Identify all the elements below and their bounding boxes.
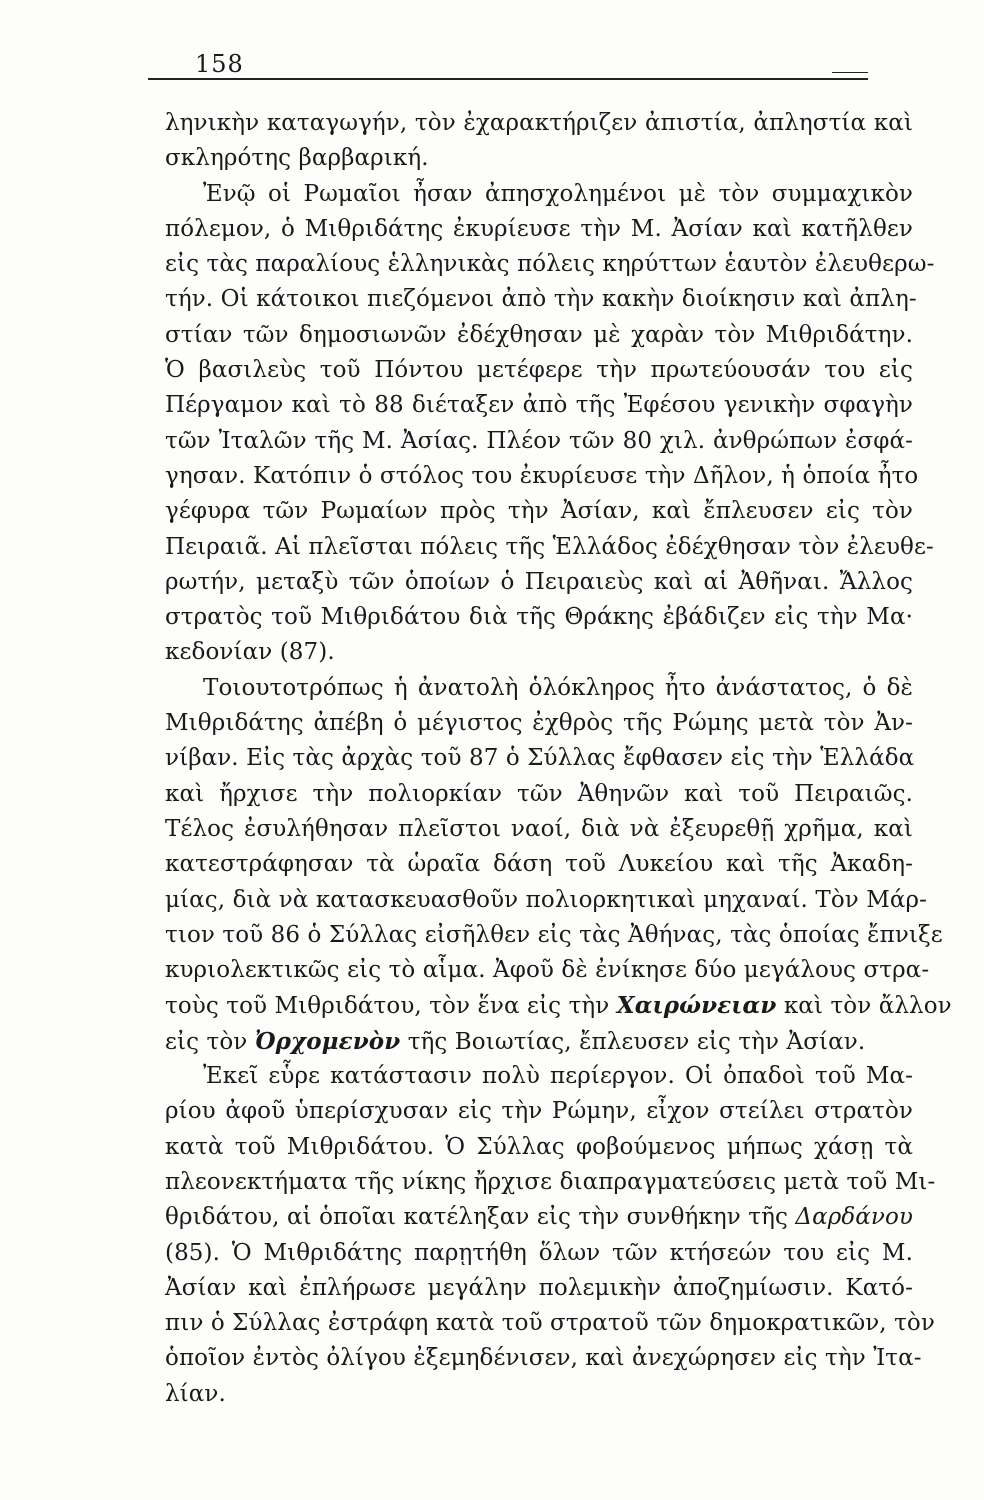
line-text: πλεονεκτήματα τῆς νίκης ἤρχισε διαπραγματεύσεις μετὰ τοῦ Μι-: [165, 1168, 936, 1195]
line-text: ρωτήν, μεταξὺ τῶν ὁποίων ὁ Πειραιεὺς καὶ αἱ Ἀθῆναι. Ἄλλος: [165, 568, 913, 595]
emphasized-place-name: Ὀρχομενὸν: [254, 1027, 401, 1055]
line-text: εἰς τὸν: [165, 1028, 248, 1055]
text-line: [165, 953, 930, 988]
text-line: [165, 388, 913, 423]
text-line: [165, 282, 917, 317]
text-line: [165, 812, 913, 847]
header-rule-accent: [832, 72, 868, 73]
line-text: Πειραιᾶ. Αἱ πλεῖσται πόλεις τῆς Ἑλλάδος ἐδέχθησαν τὸν ἐλευθε-: [165, 533, 934, 560]
line-text: σκληρότης βαρβαρική.: [165, 145, 429, 172]
line-text: Τοιουτοτρόπως ἡ ἀνατολὴ ὁλόκληρος ἦτο ἀνάστατος, ὁ δὲ: [203, 674, 913, 701]
text-line: [165, 600, 913, 635]
line-text: τοὺς τοῦ Μιθριδάτου, τὸν ἕνα εἰς τὴν: [165, 993, 610, 1020]
text-line: [165, 106, 913, 141]
text-line: [165, 530, 934, 565]
text-line: [165, 247, 935, 282]
text-line: [165, 1341, 922, 1376]
line-text: πόλεμον, ὁ Μιθριδάτης ἐκυρίευσε τὴν Μ. Ἀσίαν καὶ κατῆλθεν: [165, 215, 913, 242]
text-line: [165, 318, 913, 353]
text-line: [165, 1094, 913, 1129]
line-text: μίας, διὰ νὰ κατασκευασθοῦν πολιορκητικαὶ μηχαναί. Τὸν Μάρ-: [165, 886, 928, 913]
line-tail-text: καὶ τὸν ἄλλον: [783, 993, 952, 1020]
line-text: Ἐνῷ οἱ Ρωμαῖοι ἦσαν ἀπησχολημένοι μὲ τὸν συμμαχικὸν: [203, 180, 913, 207]
text-line: [165, 918, 943, 953]
line-text: καὶ ἤρχισε τὴν πολιορκίαν τῶν Ἀθηνῶν καὶ τοῦ Πειραιῶς.: [165, 780, 913, 807]
text-line: [165, 494, 913, 529]
italic-place-name: Δαρδάνου: [795, 1204, 914, 1231]
line-text: γέφυρα τῶν Ρωμαίων πρὸς τὴν Ἀσίαν, καὶ ἔπλευσεν εἰς τὸν: [165, 498, 913, 525]
text-line: [165, 671, 913, 706]
text-line: [165, 635, 913, 670]
line-text: κυριολεκτικῶς εἰς τὸ αἷμα. Ἀφοῦ δὲ ἐνίκησε δύο μεγάλους στρα-: [165, 957, 930, 984]
text-line: [165, 565, 913, 600]
line-text: ὁποῖον ἐντὸς ὀλίγου ἐξεμηδένισεν, καὶ ἀνεχώρησεν εἰς τὴν Ἰτα-: [165, 1345, 922, 1372]
text-line: [165, 141, 913, 176]
line-text: λίαν.: [165, 1380, 226, 1407]
text-line: [165, 1236, 913, 1271]
text-line: [165, 847, 913, 882]
line-text: νίβαν. Εἰς τὰς ἀρχὰς τοῦ 87 ὁ Σύλλας ἔφθασεν εἰς τὴν Ἑλλάδα: [165, 745, 915, 772]
line-text: κατεστράφησαν τὰ ὡραῖα δάση τοῦ Λυκείου καὶ τῆς Ἀκαδη-: [165, 851, 913, 878]
line-text: γησαν. Κατόπιν ὁ στόλος του ἐκυρίευσε τὴν Δῆλον, ἡ ὁποία ἦτο: [165, 462, 919, 489]
line-text: τήν. Οἱ κάτοικοι πιεζόμενοι ἀπὸ τὴν κακὴν διοίκησιν καὶ ἀπλη-: [165, 286, 917, 313]
line-tail-text: τῆς Βοιωτίας, ἔπλευσεν εἰς τὴν Ἀσίαν.: [407, 1028, 866, 1055]
header-rule: [148, 78, 868, 80]
text-line: [165, 353, 913, 388]
line-text: Τέλος ἐσυλήθησαν πλεῖστοι ναοί, διὰ νὰ ἐξευρεθῇ χρῆμα, καὶ: [165, 815, 913, 842]
text-line: [165, 777, 913, 812]
line-text: πιν ὁ Σύλλας ἐστράφη κατὰ τοῦ στρατοῦ τῶν δημοκρατικῶν, τὸν: [165, 1310, 935, 1337]
text-line: [165, 1271, 913, 1306]
text-line: [165, 212, 913, 247]
line-text: τῶν Ἰταλῶν τῆς Μ. Ἀσίας. Πλέον τῶν 80 χιλ. ἀνθρώπων ἐσφά-: [165, 427, 913, 454]
line-text: ληνικὴν καταγωγήν, τὸν ἐχαρακτήριζεν ἀπιστία, ἀπληστία καὶ: [165, 110, 913, 136]
line-text: κεδονίαν (87).: [165, 639, 335, 666]
text-line: [165, 1377, 913, 1412]
line-text: Πέργαμον καὶ τὸ 88 διέταξεν ἀπὸ τῆς Ἐφέσου γενικὴν σφαγὴν: [165, 392, 913, 419]
text-line: [165, 741, 913, 776]
line-text: εἰς τὰς παραλίους ἑλληνικὰς πόλεις κηρύττων ἑαυτὸν ἐλευθερω-: [165, 251, 935, 278]
text-line: [165, 883, 928, 918]
line-text: Ἐκεῖ εὗρε κατάστασιν πολὺ περίεργον. Οἱ ὀπαδοὶ τοῦ Μα-: [203, 1063, 913, 1090]
line-text: Ὁ βασιλεὺς τοῦ Πόντου μετέφερε τὴν πρωτεύουσάν του εἰς: [165, 357, 913, 384]
line-text: Ἀσίαν καὶ ἐπλήρωσε μεγάλην πολεμικὴν ἀποζημίωσιν. Κατό-: [165, 1274, 913, 1301]
text-line: [165, 1200, 913, 1235]
line-text: κατὰ τοῦ Μιθριδάτου. Ὁ Σύλλας φοβούμενος μήπως χάσῃ τὰ: [165, 1133, 913, 1160]
line-text: θριδάτου, αἱ ὁποῖαι κατέληξαν εἰς τὴν συνθήκην τῆς: [165, 1204, 788, 1231]
line-text: στρατὸς τοῦ Μιθριδάτου διὰ τῆς Θράκης ἐβάδιζεν εἰς τὴν Μα·: [165, 604, 913, 631]
body-text: [165, 106, 952, 1412]
text-line: [165, 1306, 935, 1341]
text-line: [165, 1130, 913, 1165]
text-line: [165, 459, 919, 494]
text-line: [165, 1024, 913, 1059]
text-line: [165, 1165, 936, 1200]
emphasized-place-name: Χαιρώνειαν: [616, 992, 777, 1020]
text-line: [165, 424, 913, 459]
line-text: τιον τοῦ 86 ὁ Σύλλας εἰσῆλθεν εἰς τὰς Ἀθήνας, τὰς ὁποίας ἔπνιξε: [165, 921, 943, 948]
text-line: [165, 177, 913, 212]
line-text: ρίου ἀφοῦ ὑπερίσχυσαν εἰς τὴν Ρώμην, εἶχον στείλει στρατὸν: [165, 1098, 913, 1125]
page-number: 158: [195, 50, 244, 78]
text-line: [165, 1059, 913, 1094]
line-text: (85). Ὁ Μιθριδάτης παρῃτήθη ὅλων τῶν κτήσεών του εἰς Μ.: [165, 1239, 913, 1266]
line-text: στίαν τῶν δημοσιωνῶν ἐδέχθησαν μὲ χαρὰν τὸν Μιθριδάτην.: [165, 321, 913, 348]
text-line: [165, 988, 952, 1023]
line-text: Μιθριδάτης ἀπέβη ὁ μέγιστος ἐχθρὸς τῆς Ρώμης μετὰ τὸν Ἀν-: [165, 710, 913, 737]
text-line: [165, 706, 913, 741]
